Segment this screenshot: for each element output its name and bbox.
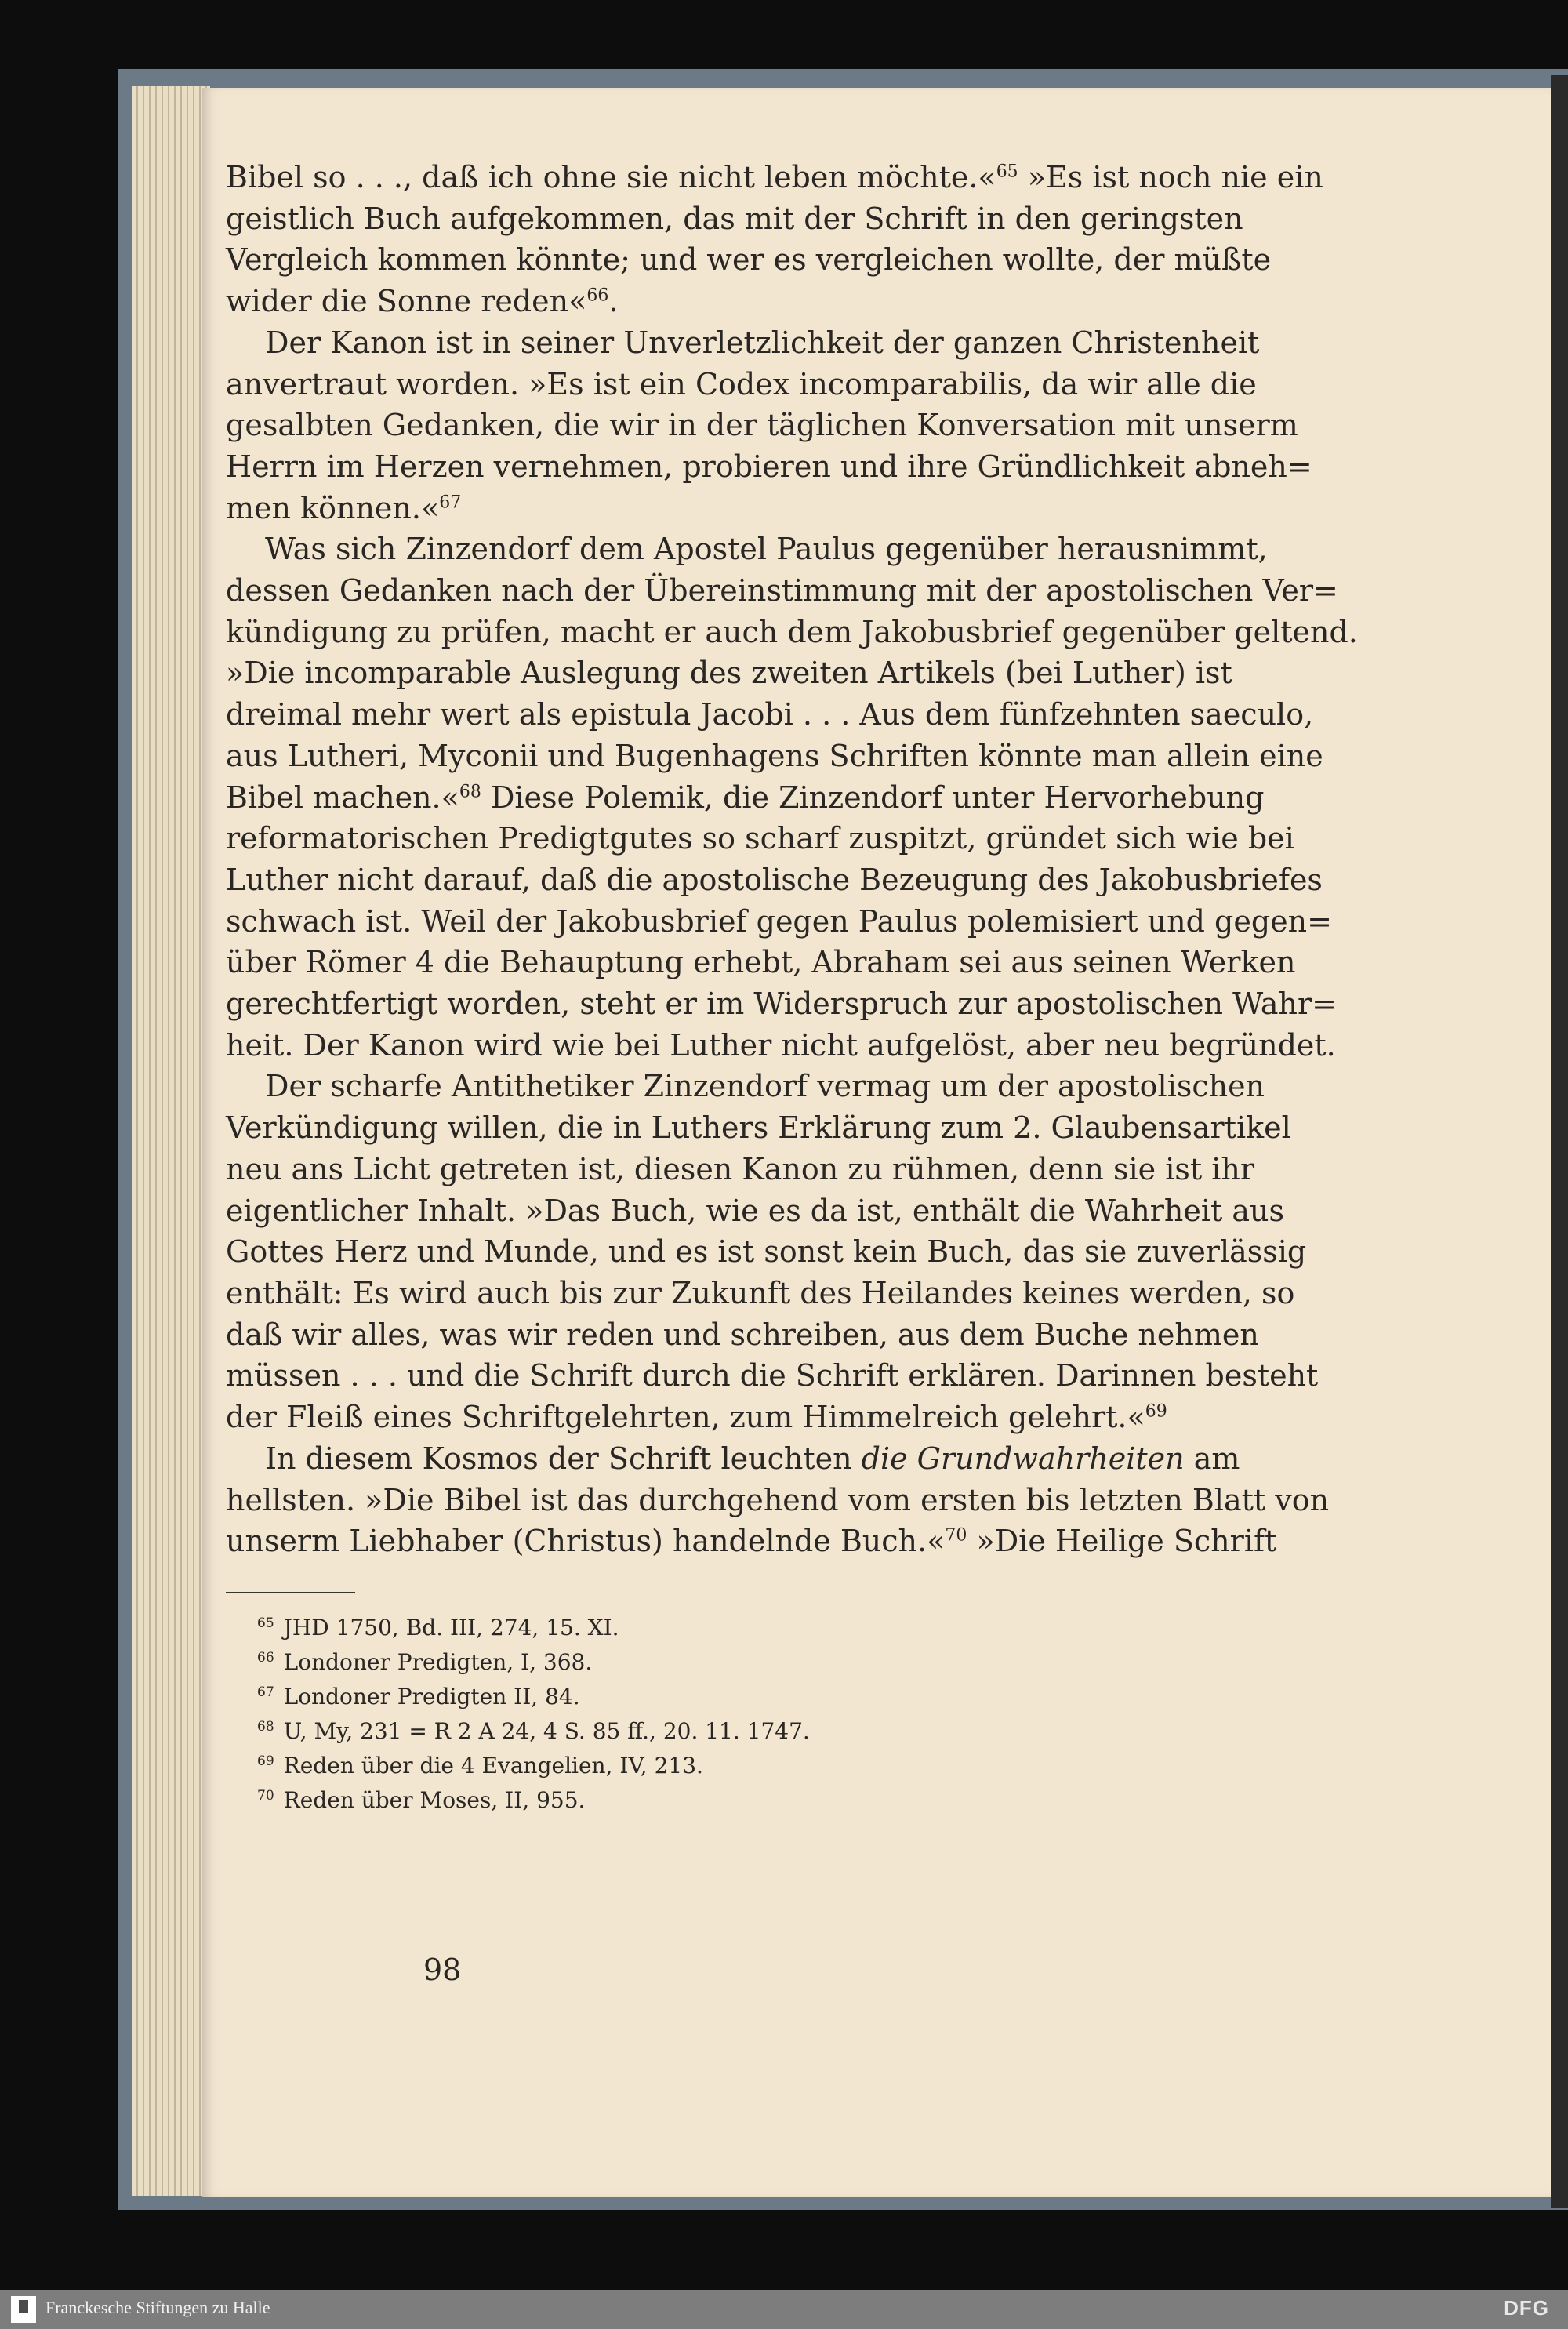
- footnote-item: $^{65}$ JHD 1750, Bd. III, 274, 15. XI.: [257, 1614, 619, 1640]
- text-line: enthält: Es wird auch bis zur Zukunft des Heilandes keines werden, so: [226, 1275, 1295, 1310]
- text-line: müssen . . . und die Schrift durch die Schrift erklären. Darinnen besteht: [226, 1358, 1319, 1393]
- institution-logo-icon: [11, 2296, 36, 2323]
- text-line: Gottes Herz und Munde, und es ist sonst kein Buch, das sie zuverlässig: [226, 1234, 1307, 1270]
- funder-logo: DFG: [1504, 2296, 1549, 2320]
- text-line: men können.«$^{67}$: [226, 490, 462, 525]
- text-line: gesalbten Gedanken, die wir in der täglichen Konversation mit unserm: [226, 408, 1298, 443]
- footnote-ref[interactable]: 67: [439, 492, 462, 512]
- text-line: eigentlicher Inhalt. »Das Buch, wie es da ist, enthält die Wahrheit aus: [226, 1193, 1284, 1228]
- text-line: Vergleich kommen könnte; und wer es vergleichen wollte, der müßte: [226, 242, 1272, 278]
- text-line: heit. Der Kanon wird wie bei Luther nicht aufgelöst, aber neu begründet.: [226, 1027, 1336, 1063]
- footnote-item: $^{67}$ Londoner Predigten II, 84.: [257, 1683, 580, 1710]
- footnote-item: $^{69}$ Reden über die 4 Evangelien, IV, 213.: [257, 1752, 703, 1779]
- text-line: wider die Sonne reden«$^{66}$.: [226, 284, 619, 319]
- footnote-ref[interactable]: 69: [1145, 1401, 1167, 1422]
- footnote-item: $^{68}$ U, My, 231 = R 2 A 24, 4 S. 85 ff., 20. 11. 1747.: [257, 1717, 810, 1744]
- footnote-ref[interactable]: 68: [459, 781, 481, 801]
- text-line: unserm Liebhaber (Christus) handelnde Buch.«$^{70}$ »Die Heilige Schrift: [226, 1524, 1277, 1559]
- footnote-item: $^{70}$ Reden über Moses, II, 955.: [257, 1786, 586, 1813]
- footnote-item: $^{66}$ Londoner Predigten, I, 368.: [257, 1648, 593, 1675]
- text-line: Herrn im Herzen vernehmen, probieren und ihre Gründlichkeit abneh=: [226, 449, 1312, 484]
- paragraph-2: [226, 322, 1312, 529]
- paragraph-4: [226, 1066, 1319, 1437]
- emphasis: die Grundwahrheiten: [861, 1441, 1185, 1476]
- text-line: dessen Gedanken nach der Übereinstimmung mit der apostolischen Ver=: [226, 573, 1338, 609]
- text-line: daß wir alles, was wir reden und schreiben, aus dem Buche nehmen: [226, 1317, 1259, 1352]
- text-line: Bibel so . . ., daß ich ohne sie nicht leben möchte.«$^{65}$ »Es ist noch nie ein: [226, 160, 1323, 194]
- footnote-rule: [226, 1592, 355, 1593]
- institution-name[interactable]: Franckesche Stiftungen zu Halle: [45, 2298, 270, 2317]
- text-line: dreimal mehr wert als epistula Jacobi . . . Aus dem fünfzehnten saeculo,: [226, 697, 1314, 732]
- text-line: über Römer 4 die Behauptung erhebt, Abraham sei aus seinen Werken: [226, 945, 1296, 980]
- footnote-ref[interactable]: 70: [945, 1525, 967, 1546]
- text-line: geistlich Buch aufgekommen, das mit der Schrift in den geringsten: [226, 201, 1243, 236]
- text-line: anvertraut worden. »Es ist ein Codex incomparabilis, da wir alle die: [226, 366, 1257, 401]
- text-line: kündigung zu prüfen, macht er auch dem Jakobusbrief gegenüber geltend.: [226, 614, 1358, 649]
- text-line: Verkündigung willen, die in Luthers Erklärung zum 2. Glaubensartikel: [226, 1110, 1291, 1146]
- text-line: reformatorischen Predigtgutes so scharf zuspitzt, gründet sich wie bei: [226, 821, 1294, 856]
- text-line: gerechtfertigt worden, steht er im Widerspruch zur apostolischen Wahr=: [226, 986, 1337, 1022]
- viewer-footer: [0, 2290, 1568, 2329]
- book-right-edge: [1551, 75, 1568, 2208]
- paragraph-5: [226, 1438, 1330, 1562]
- page-edges: [132, 86, 210, 2196]
- text-line: hellsten. »Die Bibel ist das durchgehend vom ersten bis letzten Blatt von: [226, 1482, 1330, 1517]
- footnotes: [226, 1592, 1229, 1818]
- footnote-ref[interactable]: 65: [996, 162, 1018, 182]
- text-line: In diesem Kosmos der Schrift leuchten die Grundwahrheiten am: [265, 1441, 1240, 1476]
- text-line: aus Lutheri, Myconii und Bugenhagens Schriften könnte man allein eine: [226, 738, 1323, 773]
- paragraph-3: [226, 529, 1358, 1066]
- text-line: der Fleiß eines Schriftgelehrten, zum Himmelreich gelehrt.«$^{69}$: [226, 1400, 1167, 1435]
- paragraph-1: [226, 157, 1323, 322]
- text-line: Luther nicht darauf, daß die apostolische Bezeugung des Jakobusbriefes: [226, 862, 1323, 897]
- body-text: [226, 157, 1358, 1818]
- text-line: Der scharfe Antithetiker Zinzendorf vermag um der apostolischen: [265, 1069, 1265, 1104]
- page-number: 98: [423, 1953, 462, 1987]
- text-line: »Die incomparable Auslegung des zweiten Artikels (bei Luther) ist: [226, 656, 1232, 691]
- text-line: Bibel machen.«$^{68}$ Diese Polemik, die Zinzendorf unter Hervorhebung: [226, 779, 1265, 815]
- text-line: neu ans Licht getreten ist, diesen Kanon zu rühmen, denn sie ist ihr: [226, 1151, 1255, 1186]
- text-line: Was sich Zinzendorf dem Apostel Paulus gegenüber herausnimmt,: [265, 532, 1268, 567]
- text-line: Der Kanon ist in seiner Unverletzlichkeit der ganzen Christenheit: [265, 325, 1260, 360]
- text-line: schwach ist. Weil der Jakobusbrief gegen Paulus polemisiert und gegen=: [226, 903, 1332, 939]
- footnote-ref[interactable]: 66: [586, 285, 609, 306]
